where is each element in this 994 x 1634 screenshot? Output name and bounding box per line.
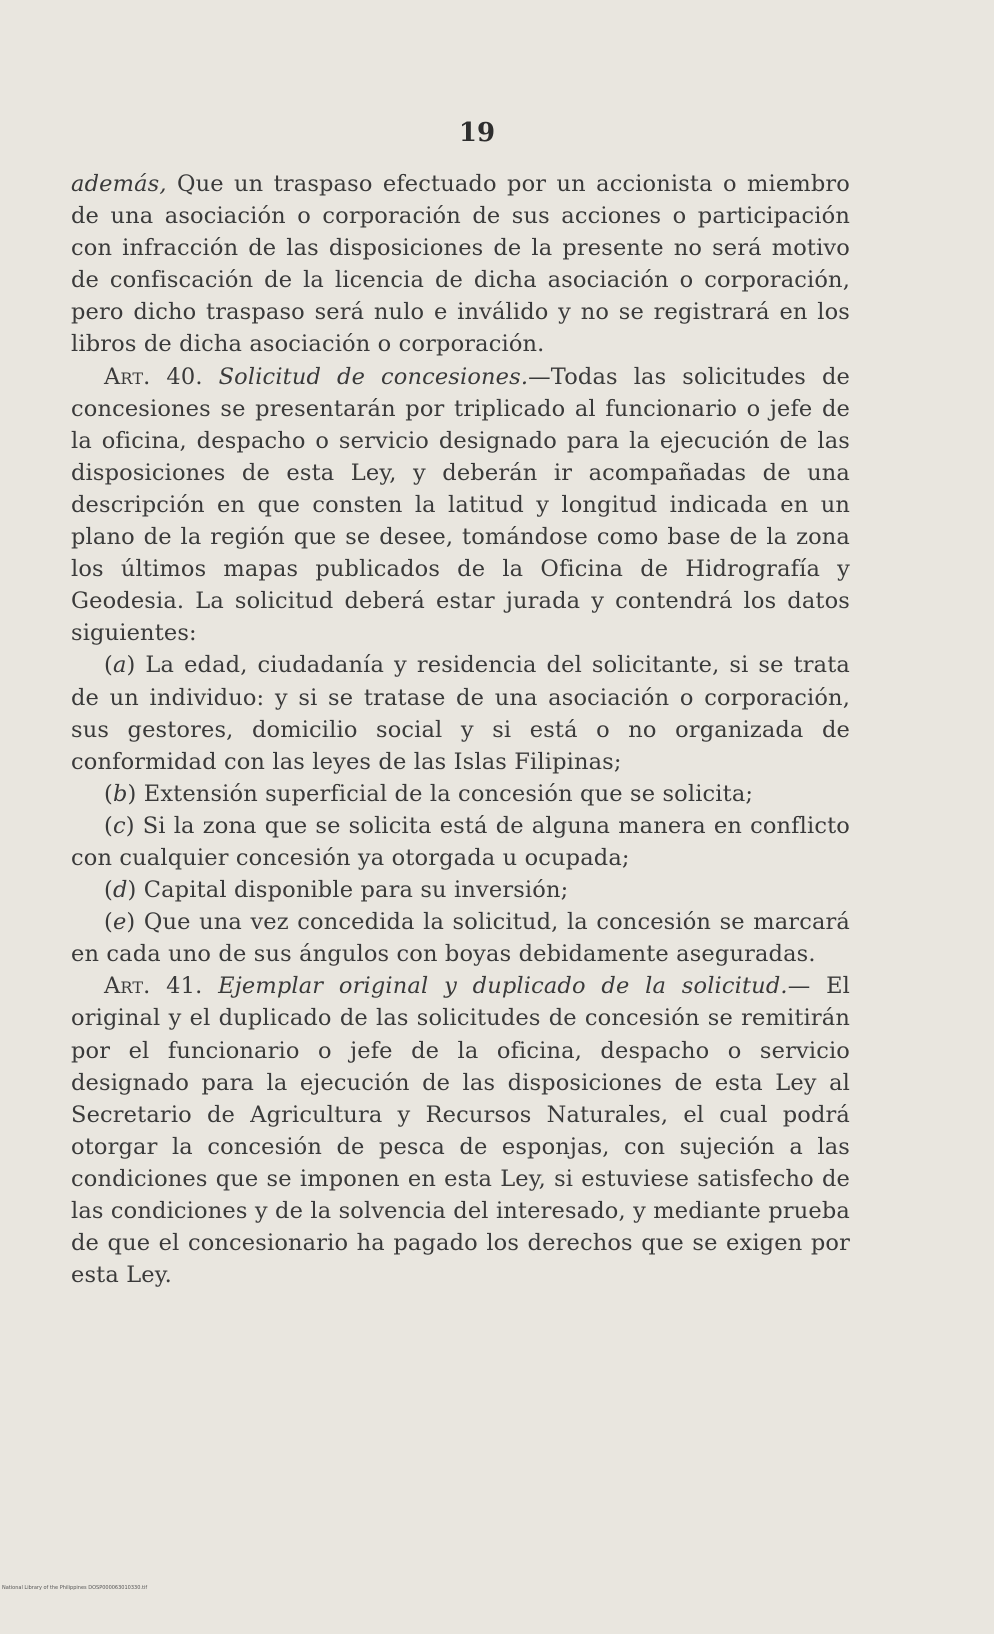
article-text: —Todas las solicitudes de concesiones se presentarán por triplicado al funcionario o jefe de la oficina, despacho o servicio designado para la ejecución de las disposiciones de esta Ley, y deberán ir acompañadas de una descripción en que consten la latitud y longitud indicada en un plano de la región que se desee, tomándose como base de la zona los últimos mapas publicados de la Oficina de Hidrografía y Geodesia. La solicitud deberá estar jurada y contendrá los datos siguientes:	[71, 363, 850, 647]
paragraph-text: Que un traspaso efectuado por un accionista o miembro de una asociación o corporación de sus acciones o participación con infracción de las disposiciones de la presente no será motivo de confiscación de la licencia de dicha asociación o corporación, pero dicho traspaso será nulo e inválido y no se registrará en los libros de dicha asociación o corporación.	[71, 171, 850, 358]
list-item-e: (e) Que una vez concedida la solicitud, la concesión se marcará en cada uno de sus ángulos con boyas debidamente aseguradas.	[71, 909, 850, 968]
article-41	[71, 970, 850, 1291]
list-item-a: (a) La edad, ciudadanía y residencia del solicitante, si se trata de un individuo: y si se tratase de una asociación o corporación, sus gestores, domicilio social y si está o no organizada de conformidad con las leyes de las Islas Filipinas;	[71, 652, 850, 775]
article-title: Solicitud de concesiones.	[218, 363, 529, 390]
lead-italic-word: además,	[71, 171, 167, 197]
item-text: Si la zona que se solicita está de alguna manera en conflicto con cualquier concesión ya otorgada u ocupada;	[71, 812, 850, 871]
paragraph-continuation	[71, 168, 850, 361]
item-letter: e	[112, 909, 127, 936]
list-item-d: (d) Capital disponible para su inversión;	[104, 877, 569, 904]
page-number: 19	[458, 118, 496, 148]
item-text: Que una vez concedida la solicitud, la concesión se marcará en cada uno de sus ángulos con boyas debidamente aseguradas.	[71, 909, 850, 968]
item-letter: a	[112, 652, 127, 679]
article-text: — El original y el duplicado de las solicitudes de concesión se remitirán por el funcionario o jefe de la oficina, despacho o servicio designado para la ejecución de las disposiciones de esta Ley al Secretario de Agricultura y Recursos Naturales, el cual podrá otorgar la concesión de pesca de esponjas, con sujeción a las condiciones que se imponen en esta Ley, si estuviese satisfecho de las condiciones y de la solvencia del interesado, y mediante prueba de que el concesionario ha pagado los derechos que se exigen por esta Ley.	[71, 973, 850, 1289]
item-letter: d	[112, 877, 128, 904]
article-label: Art. 40.	[104, 363, 203, 390]
article-label: Art. 41.	[104, 973, 203, 1000]
item-letter: b	[112, 780, 128, 807]
article-40	[71, 361, 850, 650]
item-text: Capital disponible para su inversión;	[136, 877, 569, 904]
article-title: Ejemplar original y duplicado de la solicitud.	[218, 973, 788, 1000]
item-letter: c	[112, 812, 126, 839]
list-item-c: (c) Si la zona que se solicita está de alguna manera en conflicto con cualquier concesión ya otorgada u ocupada;	[71, 812, 850, 871]
item-text: Extensión superficial de la concesión que se solicita;	[136, 780, 754, 807]
item-text: La edad, ciudadanía y residencia del solicitante, si se trata de un individuo: y si se tratase de una asociación o corporación, sus gestores, domicilio social y si está o no organizada de conformidad con las leyes de las Islas Filipinas;	[71, 652, 850, 775]
body-text	[71, 168, 850, 1291]
list-item-b: (b) Extensión superficial de la concesión que se solicita;	[104, 780, 754, 807]
scan-footer: National Library of the Philippines DOSP000063010330.tif	[2, 1585, 148, 1591]
